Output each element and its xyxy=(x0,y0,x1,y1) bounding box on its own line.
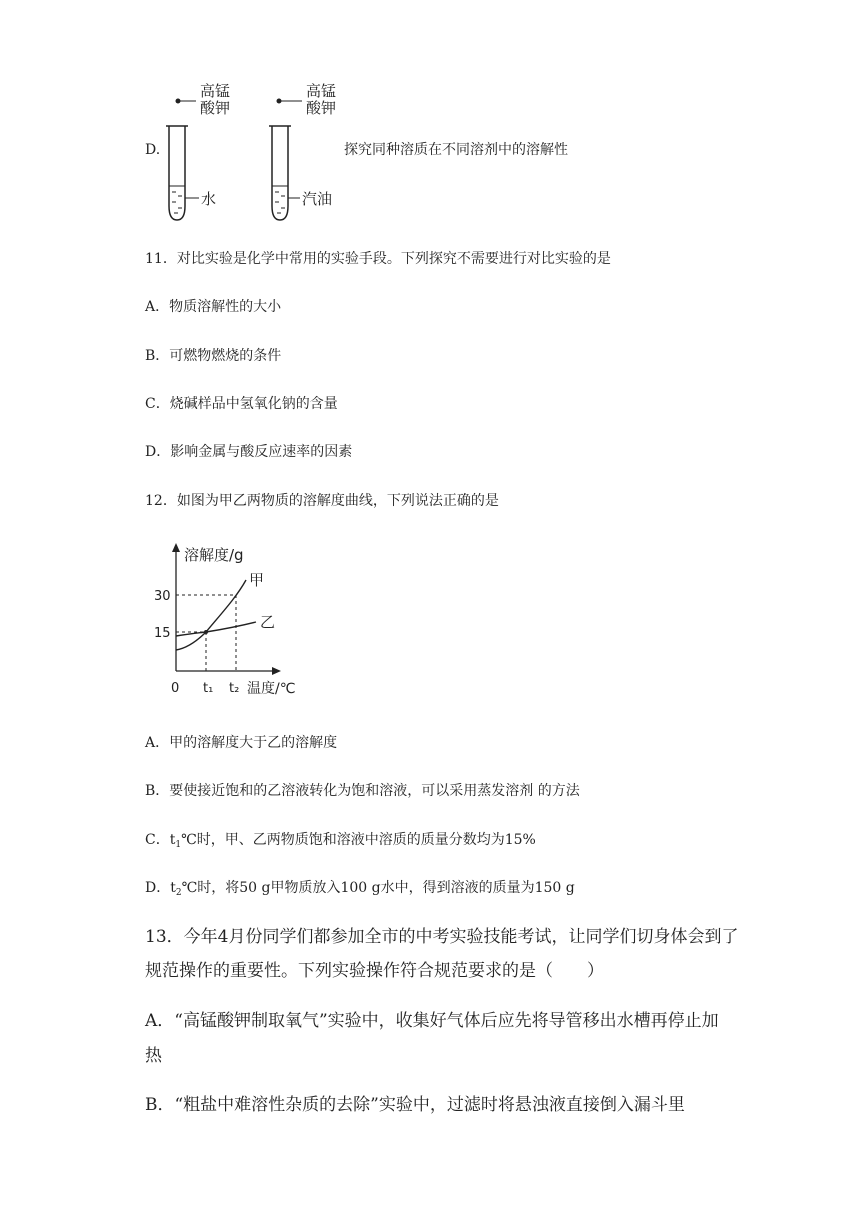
q11-option-a: A．物质溶解性的大小 xyxy=(145,299,282,315)
q11-option-c: C．烧碱样品中氢氧化钠的含量 xyxy=(145,396,338,412)
x-tick-t2: t₂ xyxy=(229,681,240,696)
intersection-point xyxy=(204,630,208,634)
test-tubes-figure xyxy=(0,0,360,230)
y-tick-30: 30 xyxy=(154,589,171,604)
tube-gasoline xyxy=(269,82,336,220)
tube-water xyxy=(166,82,230,220)
q13-option-a-line1: A．“高锰酸钾制取氧气”实验中，收集好气体后应先将导管移出水槽再停止加 xyxy=(145,1011,719,1031)
tube1-liquid-label: 水 xyxy=(201,190,217,208)
x-tick-0: 0 xyxy=(171,681,180,696)
tube2-liquid-label: 汽油 xyxy=(302,190,333,208)
reagent-label-2b: 酸钾 xyxy=(306,99,337,117)
q13-stem-line2: 规范操作的重要性。下列实验操作符合规范要求的是（ ） xyxy=(145,961,604,981)
q11-stem: 11．对比实验是化学中常用的实验手段。下列探究不需要进行对比实验的是 xyxy=(145,251,611,267)
option-d-letter: D. xyxy=(145,142,161,158)
curve-yi xyxy=(176,622,256,636)
q13-option-a-line2: 热 xyxy=(145,1046,162,1066)
q12-option-d: D．$t_2℃$时，将50 g甲物质放入100 g水中，得到溶液的质量为150 g xyxy=(145,880,575,898)
reagent-label-2: 酸钾 xyxy=(200,99,231,117)
q13-stem-line1: 13．今年4月份同学们都参加全市的中考实验技能考试，让同学们切身体会到了 xyxy=(145,927,739,947)
option-d-description: 探究同种溶质在不同溶剂中的溶解性 xyxy=(344,142,568,158)
q11-option-d: D．影响金属与酸反应速率的因素 xyxy=(145,444,353,460)
y-axis-label: 溶解度/g xyxy=(184,546,244,564)
x-axis-arrow xyxy=(272,667,281,675)
y-tick-15: 15 xyxy=(154,626,171,641)
q12-option-c: C．$t_1℃$时，甲、乙两物质饱和溶液中溶质的质量分数均为15% xyxy=(145,832,536,850)
q12-option-b: B．要使接近饱和的乙溶液转化为饱和溶液，可以采用蒸发溶剂 的方法 xyxy=(145,783,580,799)
reagent-label-1: 高锰 xyxy=(200,82,231,100)
solubility-chart xyxy=(150,535,320,705)
reagent-label-1b: 高锰 xyxy=(306,82,337,100)
x-axis-label: 温度/℃ xyxy=(247,681,296,697)
legend-jia: 甲 xyxy=(249,571,265,589)
y-axis-arrow xyxy=(172,543,180,552)
q13-option-b: B．“粗盐中难溶性杂质的去除”实验中，过滤时将悬浊液直接倒入漏斗里 xyxy=(145,1095,685,1115)
x-tick-t1: t₁ xyxy=(203,681,214,696)
q12-stem: 12．如图为甲乙两物质的溶解度曲线，下列说法正确的是 xyxy=(145,493,499,509)
legend-yi: 乙 xyxy=(260,613,276,631)
q12-option-a: A．甲的溶解度大于乙的溶解度 xyxy=(145,735,338,751)
q11-option-b: B．可燃物燃烧的条件 xyxy=(145,348,282,364)
